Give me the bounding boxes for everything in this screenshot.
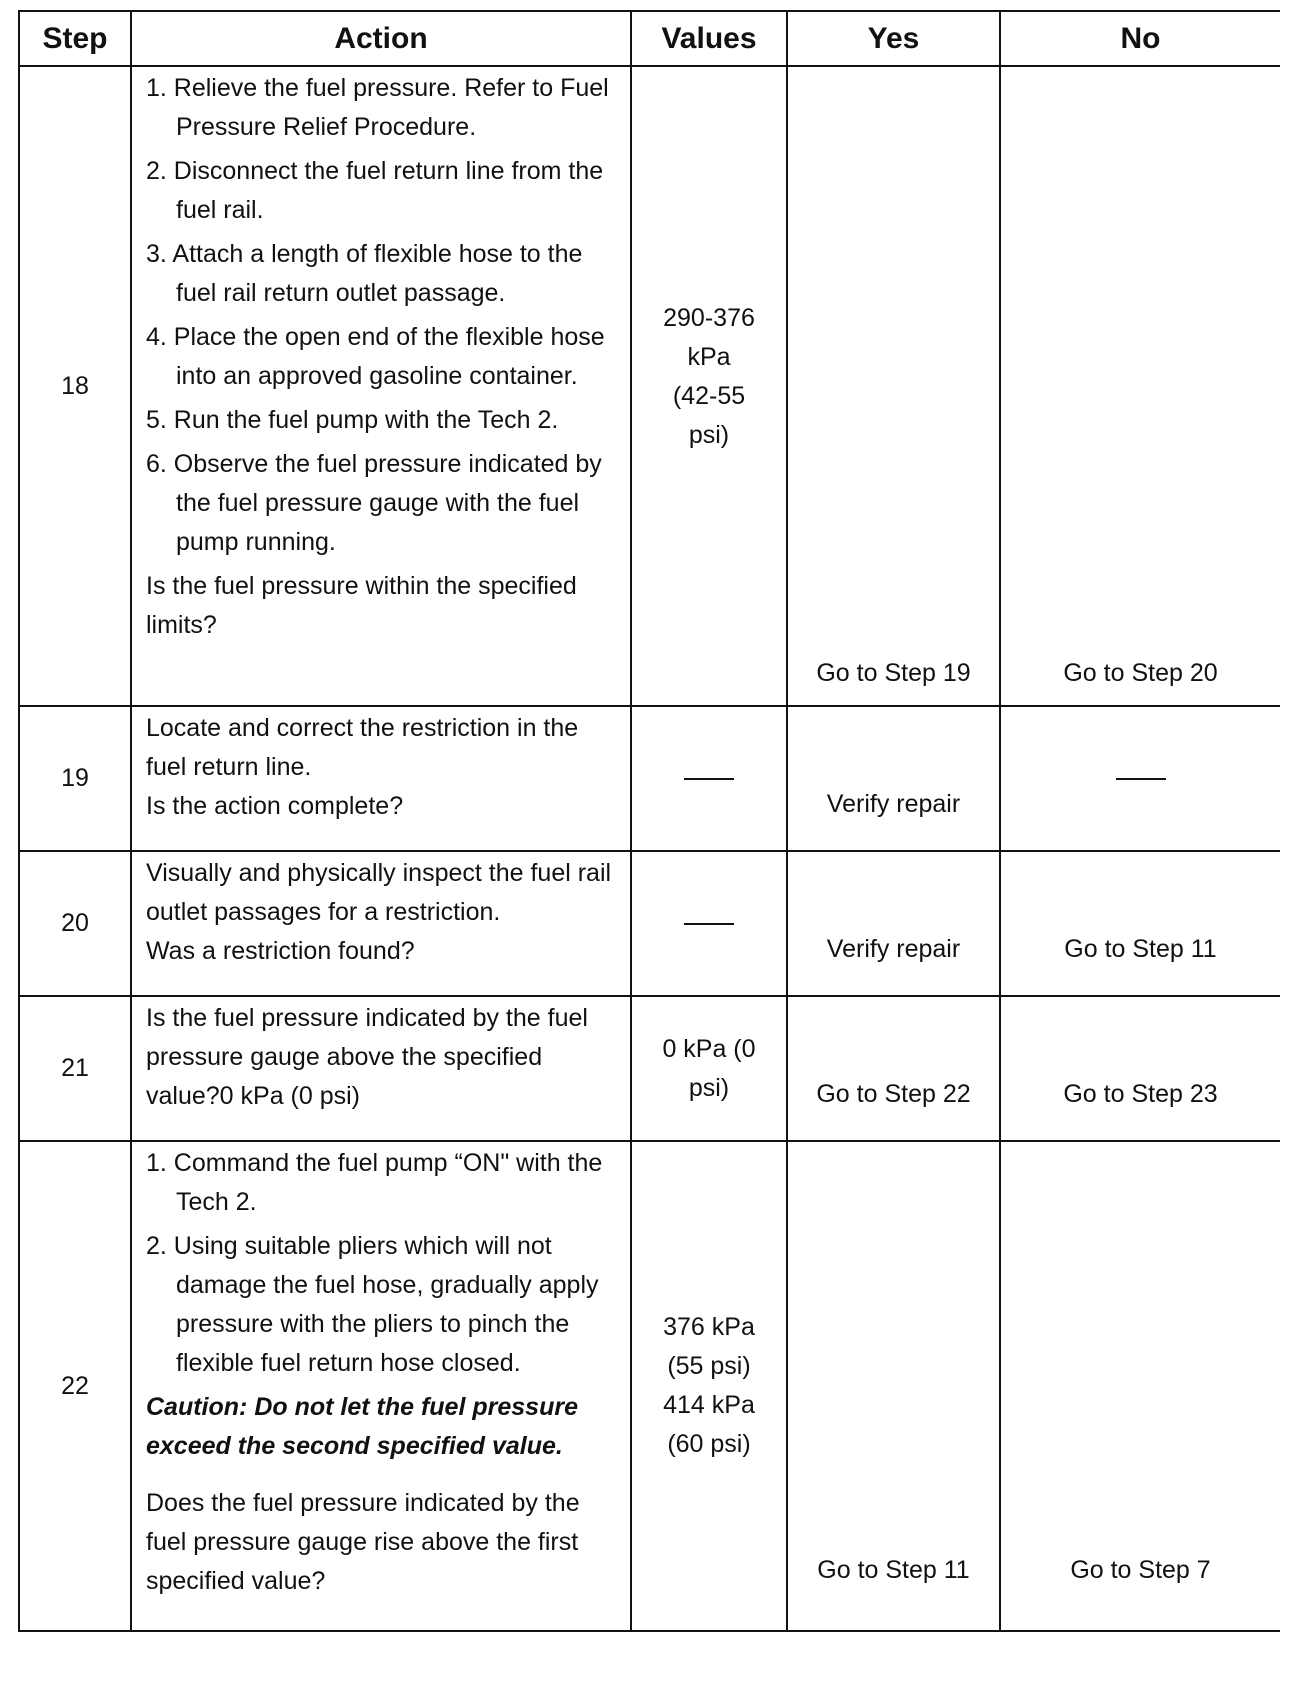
action-step: 2. Using suitable pliers which will not damage the fuel hose, gradually apply pressure with the pliers to pinch the flexible fuel return hose closed. (146, 1232, 599, 1377)
no-value-dash (684, 778, 734, 780)
no-cell: Go to Step 7 (1000, 1141, 1280, 1631)
action-cell (131, 66, 631, 706)
table-row (19, 66, 1280, 706)
step-number: 19 (19, 706, 131, 851)
no-value-dash (684, 923, 734, 925)
action-step: 1. Command the fuel pump “ON" with the Tech 2. (146, 1149, 603, 1216)
action-cell (131, 996, 631, 1141)
action-question: Does the fuel pressure indicated by the fuel pressure gauge rise above the first specified value? (146, 1489, 580, 1595)
yes-cell: Go to Step 11 (787, 1141, 1000, 1631)
action-steps (146, 69, 618, 562)
value-line: (60 psi) (667, 1430, 751, 1458)
table-row (19, 851, 1280, 996)
action-question: Is the fuel pressure indicated by the fuel pressure gauge above the specified value?0 kPa (0 psi) (146, 1004, 588, 1110)
action-cell (131, 706, 631, 851)
value-line: 376 kPa (663, 1313, 755, 1341)
no-cell (1000, 706, 1280, 851)
no-value-dash (1116, 778, 1166, 780)
action-step: 4. Place the open end of the flexible hose into an approved gasoline container. (146, 323, 605, 390)
values-cell (631, 851, 787, 996)
action-step: 3. Attach a length of flexible hose to the fuel rail return outlet passage. (146, 240, 583, 307)
values-cell (631, 996, 787, 1141)
header-action: Action (131, 11, 631, 66)
step-number: 22 (19, 1141, 131, 1631)
action-question: Is the fuel pressure within the specified limits? (146, 572, 577, 639)
header-step: Step (19, 11, 131, 66)
values-cell (631, 66, 787, 706)
table-row (19, 996, 1280, 1141)
value-line: (42-55 (672, 382, 746, 410)
action-text: Visually and physically inspect the fuel rail outlet passages for a restriction. (146, 859, 612, 926)
yes-cell: Verify repair (787, 706, 1000, 851)
value-line: 290-376 (663, 304, 755, 332)
yes-cell: Go to Step 19 (787, 66, 1000, 706)
action-step: 1. Relieve the fuel pressure. Refer to Fuel Pressure Relief Procedure. (146, 74, 609, 141)
diagnostic-table (18, 10, 1280, 1632)
value-line: psi) (688, 421, 730, 449)
value-line: 414 kPa (663, 1391, 755, 1419)
header-no: No (1000, 11, 1280, 66)
step-number: 18 (19, 66, 131, 706)
action-step: 5. Run the fuel pump with the Tech 2. (146, 406, 559, 434)
yes-cell: Go to Step 22 (787, 996, 1000, 1141)
step-number: 21 (19, 996, 131, 1141)
yes-cell: Verify repair (787, 851, 1000, 996)
action-question: Is the action complete? (146, 792, 404, 820)
no-cell: Go to Step 11 (1000, 851, 1280, 996)
value-line: (55 psi) (667, 1352, 751, 1380)
step-number: 20 (19, 851, 131, 996)
action-step: 6. Observe the fuel pressure indicated by the fuel pressure gauge with the fuel pump running. (146, 450, 602, 556)
header-yes: Yes (787, 11, 1000, 66)
values-cell (631, 706, 787, 851)
no-cell: Go to Step 20 (1000, 66, 1280, 706)
table-row (19, 1141, 1280, 1631)
table-row (19, 706, 1280, 851)
value-line: psi) (688, 1073, 730, 1102)
header-values: Values (631, 11, 787, 66)
header-row (19, 11, 1280, 66)
action-cell (131, 851, 631, 996)
no-cell: Go to Step 23 (1000, 996, 1280, 1141)
caution-note: Caution: Do not let the fuel pressure exceed the second specified value. (146, 1393, 578, 1460)
value-line: 0 kPa (0 (662, 1034, 756, 1063)
action-cell (131, 1141, 631, 1631)
action-text: Locate and correct the restriction in the fuel return line. (146, 714, 579, 781)
value-line: kPa (687, 343, 731, 371)
action-question: Was a restriction found? (146, 937, 415, 965)
action-step: 2. Disconnect the fuel return line from the fuel rail. (146, 157, 604, 224)
diagnostic-table-sheet (18, 10, 1280, 1690)
values-cell (631, 1141, 787, 1631)
action-steps (146, 1144, 618, 1383)
